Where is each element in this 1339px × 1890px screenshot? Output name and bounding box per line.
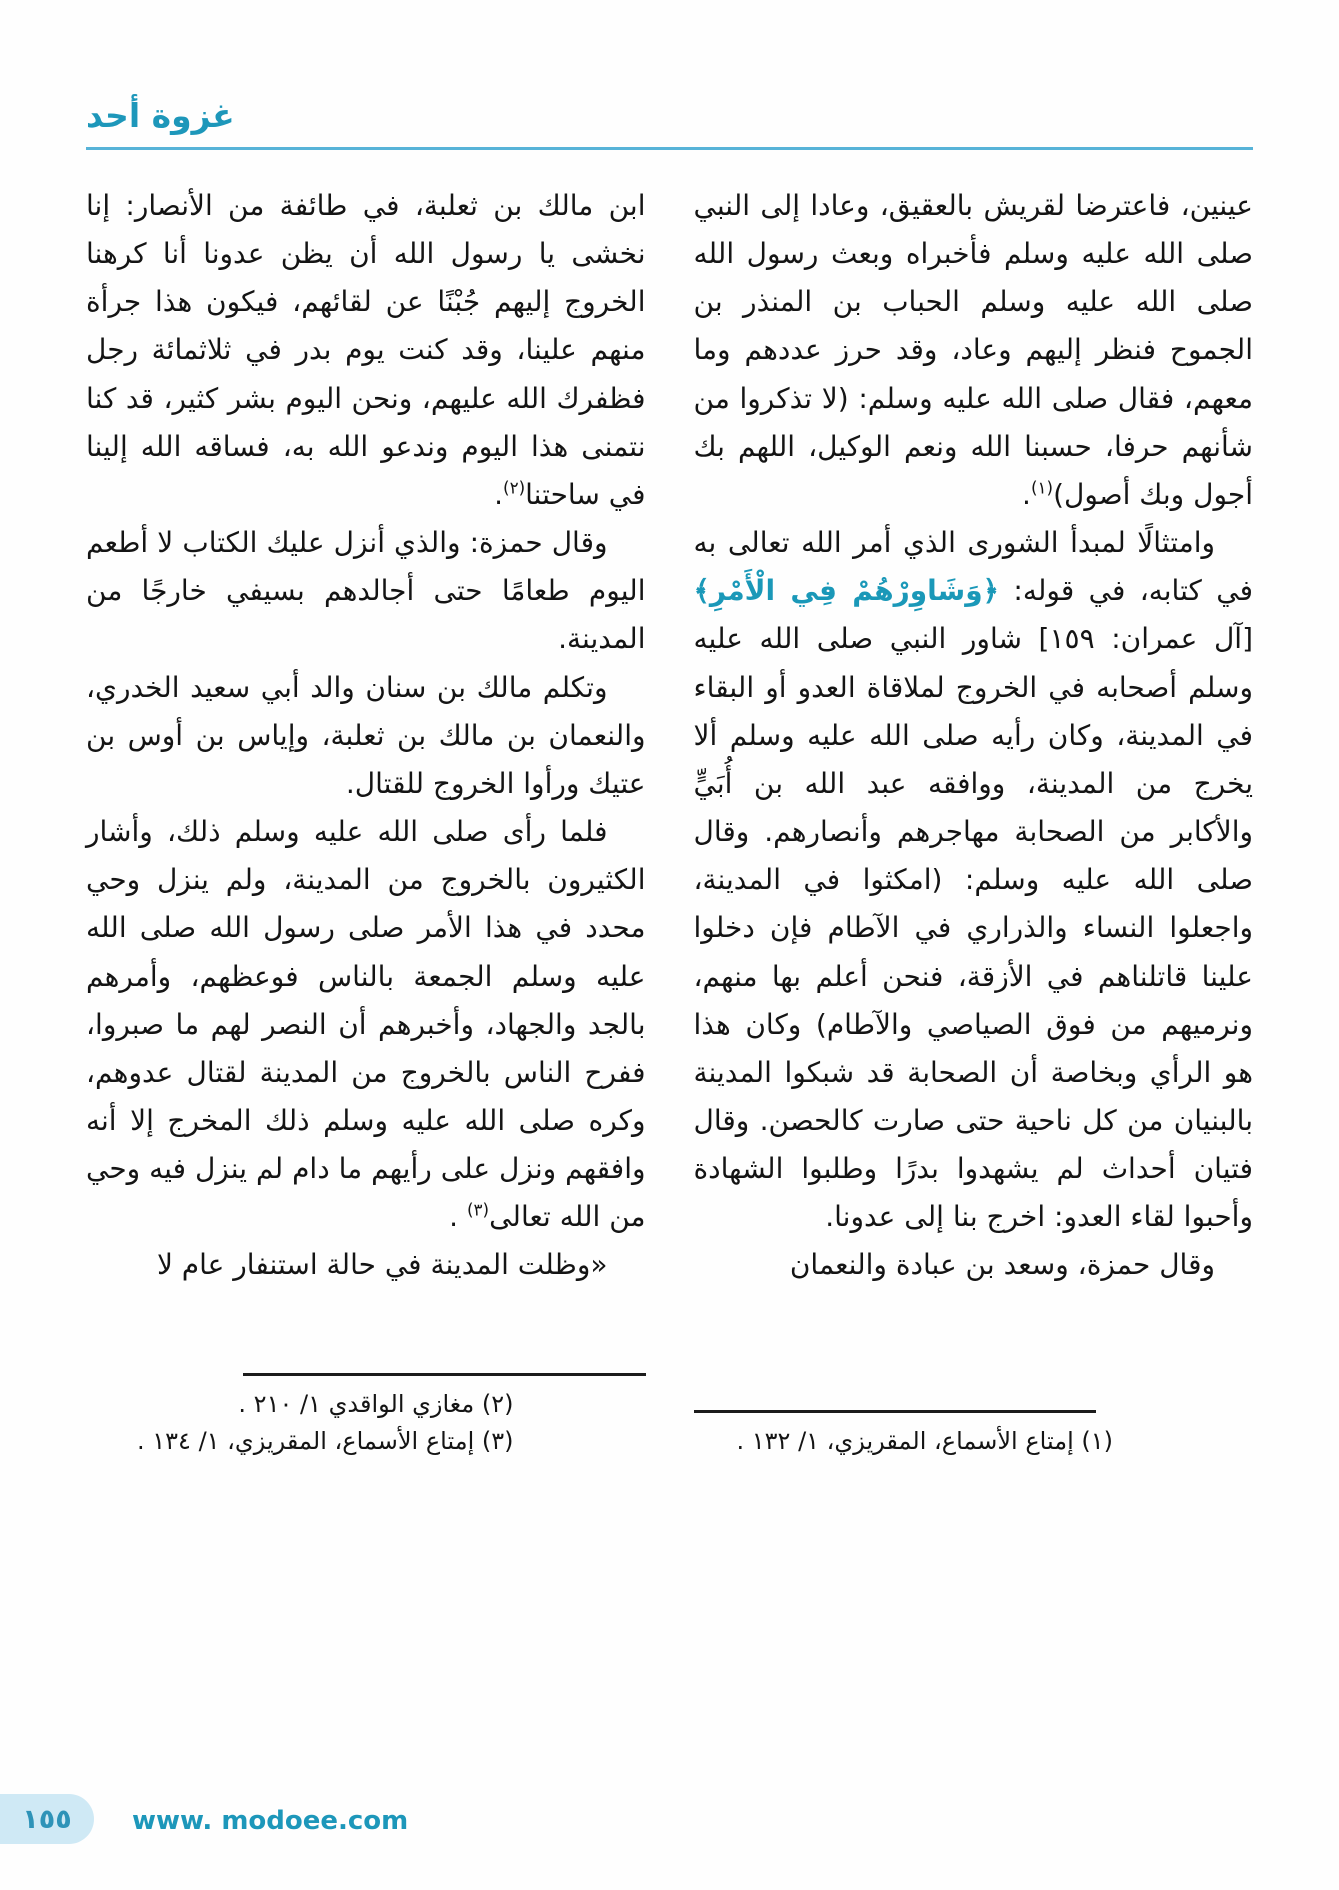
paragraph-text: . [449, 1200, 467, 1234]
paragraph-text: وقال حمزة: والذي أنزل عليك الكتاب لا أطعم اليوم طعامًا حتى أجالدهم بسيفي خارجًا من المدينة. [86, 526, 646, 656]
paragraph [694, 1241, 1254, 1289]
page-number: ١٥٥ [22, 1803, 72, 1835]
header-divider [86, 147, 1253, 150]
paragraph [694, 182, 1254, 519]
paragraph [86, 182, 646, 519]
paragraph-text: فلما رأى صلى الله عليه وسلم ذلك، وأشار الكثيرون بالخروج من المدينة، ولم ينزل وحي محدد في هذا الأمر صلى رسول الله صلى الله عليه وسلم الجمعة بالناس فوعظهم، وأمرهم بالجد والجهاد، وأخبرهم أن النصر لهم ما صبروا، ففرح الناس بالخروج من المدينة لقتال عدوهم، وكره صلى الله عليه وسلم ذلك المخرج إلا أنه وافقهم ونزل على رأيهم ما دام لم ينزل فيه وحي من الله تعالى [86, 815, 646, 1234]
footnote-divider [243, 1373, 646, 1376]
footnote-block [694, 1400, 1254, 1460]
footnote-marker: (٢) [503, 477, 526, 498]
footnote-marker: (٣) [466, 1199, 490, 1220]
footnote: (٣) إمتاع الأسماع، المقريزي، ١/ ١٣٤ . [137, 1426, 514, 1455]
right-column [694, 182, 1254, 1460]
paragraph [86, 664, 646, 808]
page-body [86, 182, 1253, 1460]
footnote: (١) إمتاع الأسماع، المقريزي، ١/ ١٣٢ . [736, 1426, 1113, 1455]
footnote-block [86, 1363, 646, 1460]
left-column [86, 182, 646, 1460]
paragraph [86, 808, 646, 1241]
quran-verse: ﴿وَشَاوِرْهُمْ فِي الْأَمْرِ﴾ [693, 574, 999, 608]
paragraph [86, 519, 646, 663]
paragraph-text: عينين، فاعترضا لقريش بالعقيق، وعادا إلى النبي صلى الله عليه وسلم فأخبراه وبعث رسول الله صلى الله عليه وسلم الحباب بن المنذر بن الجموح فنظر إليهم وعاد، وقد حرز عددهم وما معهم، فقال صلى الله عليه وسلم: (لا تذكروا من شأنهم حرفا، حسبنا الله ونعم الوكيل، اللهم بك أجول وبك أصول) [693, 189, 1253, 511]
paragraph-text: «وظلت المدينة في حالة استنفار عام لا [156, 1248, 608, 1282]
paragraph-text: وقال حمزة، وسعد بن عبادة والنعمان [789, 1248, 1215, 1282]
footnote-marker: (١) [1030, 477, 1054, 498]
footnote-divider [694, 1410, 1097, 1413]
footnote: (٢) مغازي الواقدي ١/ ٢١٠ . [238, 1389, 514, 1418]
paragraph-text: ابن مالك بن ثعلبة، في طائفة من الأنصار: إنا نخشى يا رسول الله أن يظن عدونا أنا كرهنا الخروج إليهم جُبْنًا عن لقائهم، فيكون هذا جرأة منهم علينا، وقد كنت يوم بدر في ثلاثمائة رجل فظفرك الله عليهم، ونحن اليوم بشر كثير، قد كنا نتمنى هذا اليوم وندعو الله به، فساقه الله إلينا في ساحتنا [86, 189, 646, 511]
paragraph-text: . [494, 477, 503, 511]
website-url: www. modoee.com [132, 1806, 409, 1836]
page-header [86, 96, 1253, 150]
paragraph [694, 519, 1254, 1241]
paragraph [86, 1241, 646, 1289]
verse-reference: [آل عمران: ١٥٩] [1021, 622, 1253, 656]
paragraph-text: وامتثالًا لمبدأ الشورى الذي أمر الله تعالى به في كتابه، في قوله: [693, 526, 1253, 608]
paragraph-text: شاور النبي صلى الله عليه وسلم أصحابه في الخروج لملاقاة العدو أو البقاء في المدينة، وكان رأيه صلى الله عليه وسلم ألا يخرج من المدينة، ووافقه عبد الله بن أُبَيٍّ والأكابر من الصحابة مهاجرهم وأنصارهم. وقال صلى الله عليه وسلم: (امكثوا في المدينة، واجعلوا النساء والذراري في الآطام فإن دخلوا علينا قاتلناهم في الأزقة، فنحن أعلم بها منهم، ونرميهم من فوق الصياصي والآطام) وكان هذا هو الرأي وبخاصة أن الصحابة قد شبكوا المدينة بالبنيان من كل ناحية حتى صارت كالحصن. وقال فتيان أحداث لم يشهدوا بدرًا وطلبوا الشهادة وأحبوا لقاء العدو: اخرج بنا إلى عدونا. [693, 622, 1253, 1234]
page-number-badge [0, 1794, 94, 1844]
chapter-title: غزوة أحد [86, 96, 235, 135]
paragraph-text: وتكلم مالك بن سنان والد أبي سعيد الخدري، والنعمان بن مالك بن ثعلبة، وإياس بن أوس بن عتيك ورأوا الخروج للقتال. [86, 670, 646, 800]
paragraph-text: . [1022, 477, 1031, 511]
